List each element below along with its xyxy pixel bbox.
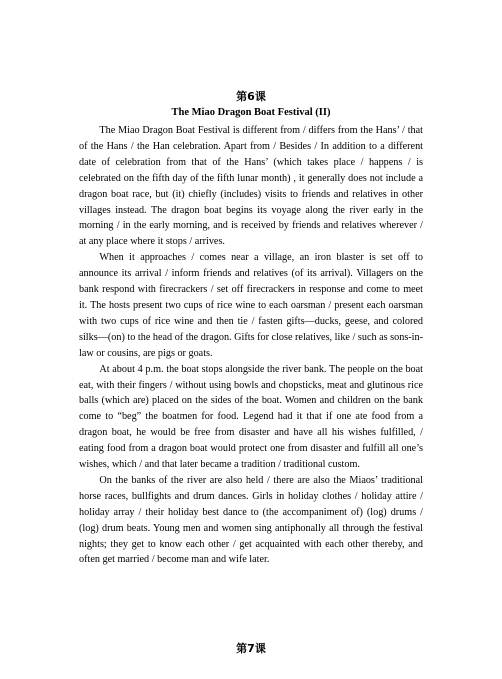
article-body [79,123,423,568]
paragraph-3: At about 4 p.m. the boat stops alongside the river bank. The people on the boat eat, with their fingers / without using bowls and chopsticks, meat and glutinous rice balls (which are) placed on the sides of the boat. Women and children on the bank come to “beg” the boatmen for food. Legend had it that if one ate food from a dragon boat, he would be free from disaster and have all his wishes fulfilled, / eating food from a dragon boat would protect one from disaster and fulfill all one’s wishes, which / and that later became a tradition / traditional custom. [79,363,423,471]
lesson-7-heading: 第7课 [236,642,266,655]
article-title: The Miao Dragon Boat Festival (II) [171,107,331,118]
lesson-6-heading: 第6课 [236,90,266,103]
paragraph-4: On the banks of the river are also held / there are also the Miaos’ traditional horse races, bullfights and drum dances. Girls in holiday clothes / holiday attire / holiday array / their holiday best dance to (the accompaniment of) (log) drums / (log) drum beats. Young men and women sing antiphonally all through the festival nights; they get to know each other / get acquainted with each other thereby, and often get married / become man and wife later. [79,474,423,566]
paragraph-2: When it approaches / comes near a village, an iron blaster is set off to announce its arrival / inform friends and relatives (of its arrival). Villagers on the bank respond with firecrackers / set off firecrackers in response and come to meet it. The hosts present two cups of rice wine to each oarsman / present each oarsman with two cups of rice wine and then tie / fasten gifts—ducks, geese, and colored silks—(on) to the head of the dragon. Gifts for close relatives, like / such as sons-in-law or cousins, are pigs or goats. [79,252,423,359]
paragraph-1: The Miao Dragon Boat Festival is different from / differs from the Hans’ / that of the Hans / the Han celebration. Apart from / Besides / In addition to a different date of celebration from that of the Hans’ (which takes place / happens / is celebrated on the fifth day of the fifth lunar month) , it generally does not include a dragon boat race, but (it) chiefly (includes) visits to friends and relatives in other villages instead. The dragon boat begins its voyage along the river early in the morning / in the early morning, and is received by friends and relatives wherever / at any place where it stops / arrives. [79,125,423,248]
